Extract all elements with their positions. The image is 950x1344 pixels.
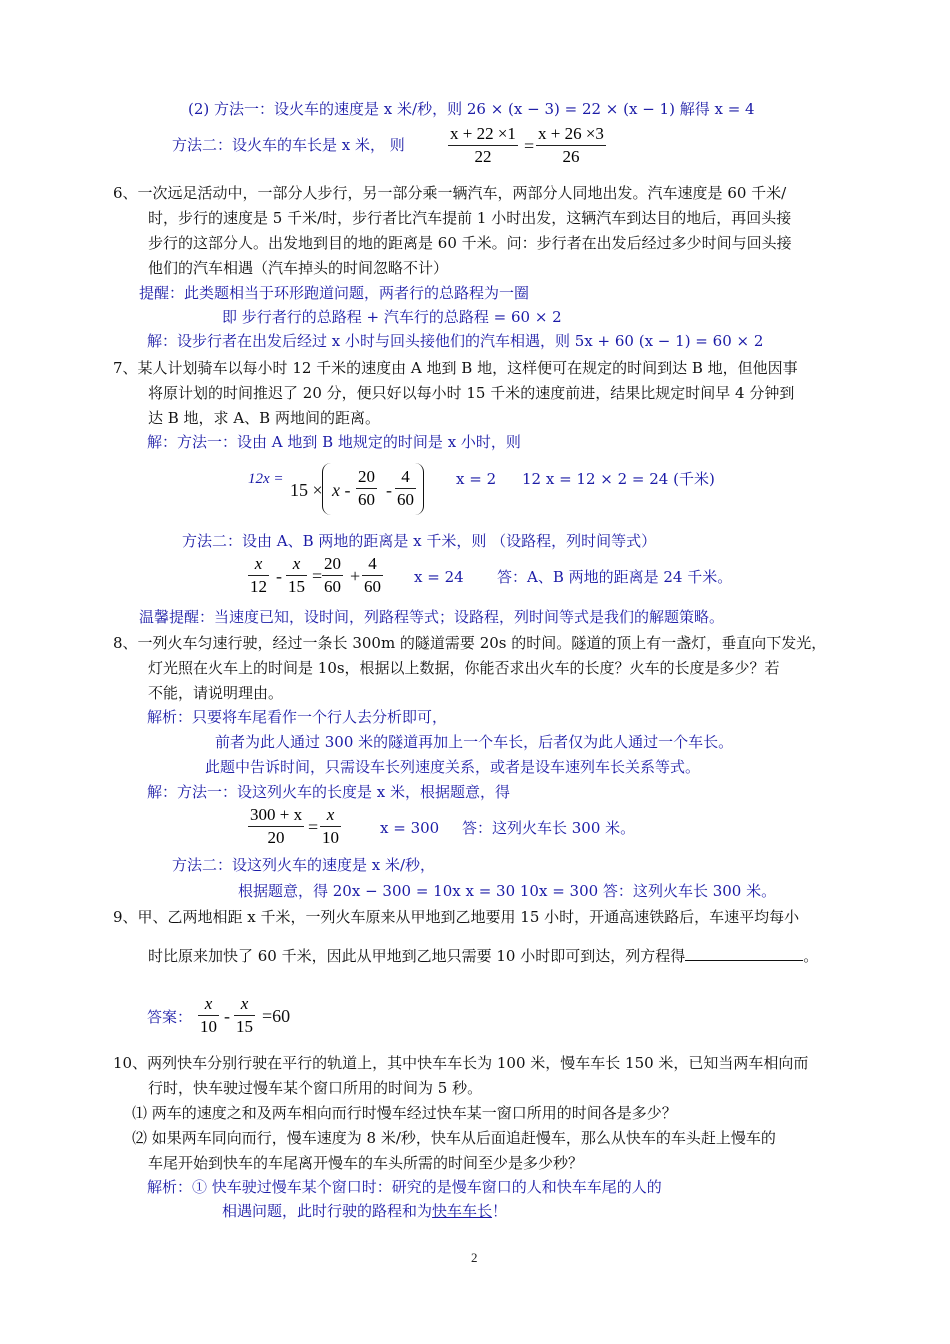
q8-method-one: 解：方法一：设这列火车的长度是 x 米，根据题意，得 [147, 783, 510, 801]
page-number: 2 [471, 1250, 478, 1265]
denominator: 10 [322, 828, 339, 847]
numerator: x [240, 994, 249, 1013]
q10-line-2: 行时，快车驶过慢车某个窗口所用的时间为 5 秒。 [148, 1079, 483, 1097]
q7-line-3: 达 B 地，求 A、B 两地间的距离。 [148, 409, 380, 427]
q8-analysis-2: 前者为此人通过 300 米的隧道再加上一个车长，后者仅为此人通过一个车长。 [215, 733, 734, 751]
q7-line-1: 7、某人计划骑车以每小时 12 千米的速度由 A 地到 B 地，这样便可在规定的时间到达 B 地，但他因事 [113, 359, 798, 377]
plus-sign: + [350, 566, 361, 586]
q6-line-3: 步行的这部分人。出发地到目的地的距离是 60 千米。问：步行者在出发后经过多少时间与回头接 [148, 234, 792, 252]
q6-line-4: 他们的汽车相遇（汽车掉头的时间忽略不计） [148, 259, 449, 277]
q8-line-1: 8、一列火车匀速行驶，经过一条长 300m 的隧道需要 20s 的时间。隧道的顶上有一盏灯，垂直向下发光， [113, 634, 827, 652]
equals-sign: = [308, 817, 319, 837]
q7-fraction-g3 [322, 553, 343, 598]
numerator: x [204, 994, 213, 1013]
q6-solution: 解：设步行者在出发后经过 x 小时与回头接他们的汽车相遇，则 5x + 60 (x − 1) = 60 × 2 [147, 332, 764, 350]
q7-method-one: 解：方法一：设由 A 地到 B 地规定的时间是 x 小时，则 [147, 433, 521, 451]
q9-line-2-end: 。 [803, 947, 819, 965]
numerator: 4 [368, 554, 377, 573]
q5-fraction-right [536, 123, 606, 168]
q10-analysis-2 [222, 1200, 507, 1222]
q7-fraction-g2 [286, 553, 307, 598]
denominator: 26 [536, 145, 606, 168]
q7-answer: 答：A、B 两地的距离是 24 千米。 [497, 568, 733, 586]
numerator: 300 + x [250, 805, 303, 824]
q8-fraction-h2 [320, 804, 341, 849]
denominator: 60 [358, 490, 375, 509]
numerator: x [292, 554, 301, 573]
q5-method-one: (2) 方法一：设火车的速度是 x 米/秒，则 26 × (x − 3) = 22 × (x − 1) 解得 x = 4 [188, 100, 755, 118]
q10-line-1: 10、两列快车分别行驶在平行的轨道上，其中快车车长为 100 米，慢车车长 150 米，已知当两车相向而 [113, 1054, 809, 1072]
q7-fraction-g1 [248, 553, 269, 598]
q7-fraction-g4 [362, 553, 383, 598]
q6-line-2: 时，步行的速度是 5 千米/时，步行者比汽车提前 1 小时出发，这辆汽车到达目的地后，再回头接 [148, 209, 792, 227]
q8-method-two: 方法二：设这列火车的速度是 x 米/秒， [172, 856, 436, 874]
q10-part-2-cont: 车尾开始到快车的车尾离开慢车的车头所需的时间至少是多少秒？ [148, 1154, 584, 1172]
numerator: x + 22 ×1 [450, 124, 516, 143]
equals-sign: = [312, 566, 323, 586]
q7-fraction-b [395, 466, 416, 511]
q7-eq-15: 15 × [290, 480, 323, 500]
numerator: x [254, 554, 263, 573]
numerator: x [326, 805, 335, 824]
q6-hint-2: 即 步行者行的总路程 + 汽车行的总路程 = 60 × 2 [222, 308, 562, 326]
denominator: 15 [288, 577, 305, 596]
q10-analysis-2-end: ！ [492, 1202, 508, 1220]
q7-method-two: 方法二：设由 A、B 两地的距离是 x 千米，则 （设路程，列时间等式） [182, 532, 657, 550]
q7-result-2: 12 x = 12 × 2 = 24 (千米) [522, 470, 715, 488]
q8-analysis-1: 解析：只要将车尾看作一个行人去分析即可， [147, 708, 448, 726]
denominator: 12 [250, 577, 267, 596]
q9-line-2-text: 时比原来加快了 60 千米，因此从甲地到乙地只需要 10 小时即可到达，列方程得 [148, 947, 686, 965]
q7-result-x: x = 24 [414, 568, 464, 586]
q10-analysis-2-text: 相遇问题，此时行驶的路程和为 [222, 1202, 433, 1220]
q10-emphasis: 快车车长 [432, 1202, 493, 1220]
q6-line-1: 6、一次远足活动中，一部分人步行，另一部分乘一辆汽车，两部分人同地出发。汽车速度是 60 千米/ [113, 184, 787, 202]
q9-rhs: =60 [262, 1006, 291, 1026]
answer-blank [685, 944, 803, 961]
q9-line-1: 9、甲、乙两地相距 x 千米，一列火车原来从甲地到乙地要用 15 小时，开通高速铁路后，车速平均每小 [113, 908, 800, 926]
q6-hint-1: 提醒：此类题相当于环形跑道问题，两者行的总路程为一圈 [139, 284, 530, 302]
q8-line-2: 灯光照在火车上的时间是 10s，根据以上数据，你能否求出火车的长度？火车的长度是多少？若 [148, 659, 780, 677]
q9-answer-label: 答案： [147, 1008, 193, 1026]
numerator: 20 [324, 554, 341, 573]
q8-answer-1: 答：这列火车长 300 米。 [462, 819, 636, 837]
q5-method-two-label: 方法二：设火车的车长是 x 米， 则 [172, 136, 405, 154]
q8-fraction-h1 [248, 804, 304, 849]
denominator: 10 [200, 1017, 217, 1036]
q10-part-1: ⑴ 两车的速度之和及两车相向而行时慢车经过快车某一窗口所用的时间各是多少？ [132, 1104, 677, 1122]
minus-sign: - [276, 566, 282, 586]
minus-sign: - [386, 480, 392, 500]
q5-fraction-left [448, 123, 518, 168]
q7-fraction-a [356, 466, 377, 511]
denominator: 15 [236, 1017, 253, 1036]
denominator: 60 [364, 577, 381, 596]
denominator: 60 [397, 490, 414, 509]
q9-fraction-k1 [198, 993, 219, 1038]
minus-sign: - [224, 1006, 230, 1026]
q10-analysis-1: 解析：① 快车驶过慢车某个窗口时：研究的是慢车窗口的人和快车车尾的人的 [147, 1178, 662, 1196]
q7-tip: 温馨提醒：当速度已知，设时间，列路程等式；设路程，列时间等式是我们的解题策略。 [139, 608, 725, 626]
q9-fraction-k2 [234, 993, 255, 1038]
q8-line-3: 不能，请说明理由。 [148, 684, 284, 702]
equals-sign: = [524, 136, 535, 156]
denominator: 20 [248, 826, 304, 849]
q8-result-x: x = 300 [380, 819, 440, 837]
numerator: 20 [358, 467, 375, 486]
numerator: 4 [401, 467, 410, 486]
q7-eq-lhs: 12x = [248, 471, 284, 487]
q10-part-2: ⑵ 如果两车同向而行，慢车速度为 8 米/秒，快车从后面追赶慢车，那么从快车的车头赶上慢车的 [132, 1129, 776, 1147]
q8-method-two-eq: 根据题意，得 20x − 300 = 10x x = 30 10x = 300 答：这列火车长 300 米。 [238, 882, 777, 900]
numerator: x + 26 ×3 [538, 124, 604, 143]
q7-result-1: x = 2 [456, 470, 497, 488]
q7-line-2: 将原计划的时间推迟了 20 分，便只好以每小时 15 千米的速度前进，结果比规定时间早 4 分钟到 [148, 384, 795, 402]
q8-analysis-3: 此题中告诉时间，只需设车长列速度关系，或者是设车速列车长关系等式。 [205, 758, 701, 776]
denominator: 60 [324, 577, 341, 596]
q9-line-2 [148, 944, 818, 967]
q7-eq-x: x - [332, 480, 351, 500]
denominator: 22 [448, 145, 518, 168]
